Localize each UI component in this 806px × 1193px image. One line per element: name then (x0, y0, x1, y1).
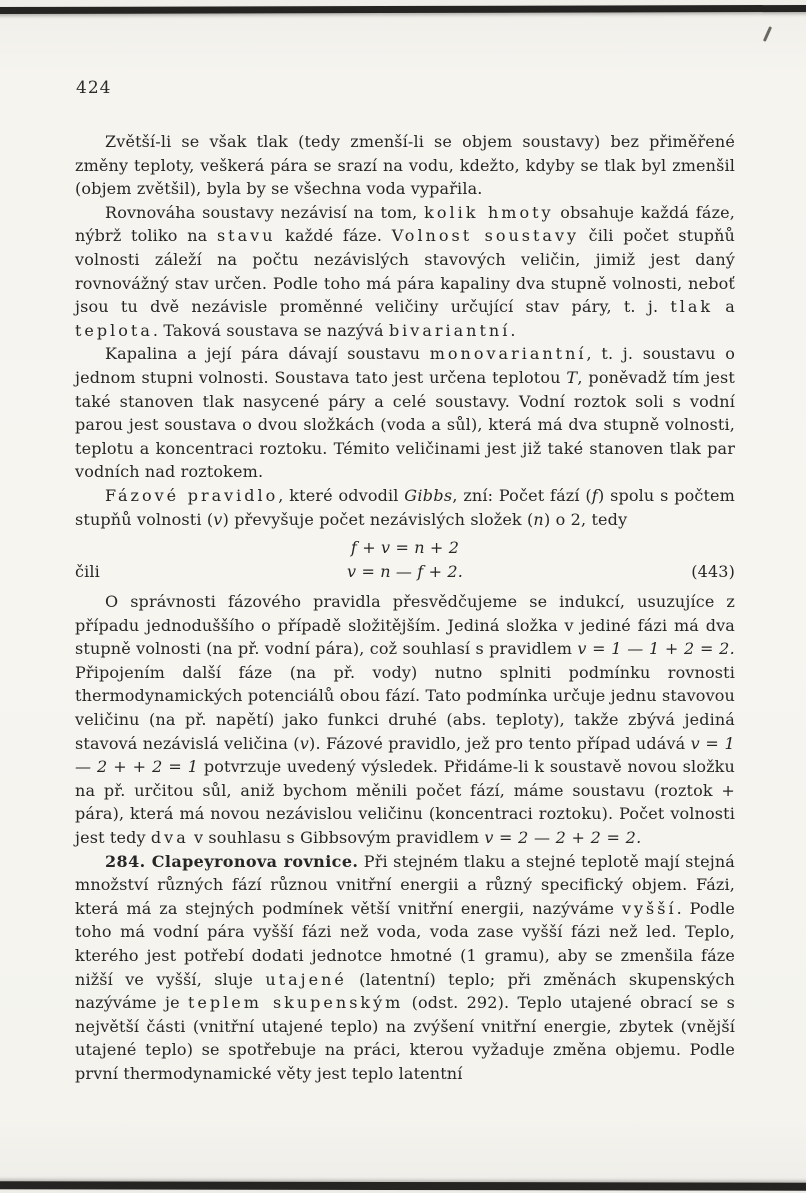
text-segment: n (533, 509, 545, 529)
text-segment: bivariantní (388, 320, 511, 340)
text-segment: v (299, 733, 310, 753)
text-segment: , zní: Počet fází ( (452, 485, 592, 505)
text-segment: Rovnováha soustavy nezávisí na tom, (105, 202, 425, 222)
text-segment: Připojením další fáze (na př. vody) nutno splniti podmínku rovnosti thermodynamických potenciálů obou fází. Tato podmínka určuje jednu stavovou veličinu (na př. napětí) jako funkci druhé (abs. teploty), takže zbývá jediná stavová nezávislá veličina ( (75, 662, 735, 753)
paragraph (75, 850, 735, 1086)
scan-edge-top (0, 5, 806, 14)
paragraph (75, 342, 735, 484)
text-segment: v souhlasu s Gibbsovým pravidlem (188, 828, 485, 848)
text-segment: . Podle toho má vodní pára vyšší fázi než voda, voda zase vyšší fázi než led. Teplo, kterého jest potřebí dodati jednotce hmotné (1 gramu), aby se zmenšila fáze nižší ve vyšší, sluje (75, 898, 735, 989)
text-segment: Fázové pravidlo (105, 485, 279, 505)
text-segment: potvrzuje uvedený výsledek. Přidáme-li k soustavě novou složku na př. určitou sůl, aniž bychom měnili počet fází, máme soustavu (roztok + pára), která má novou nezávislou veličinu (koncentraci roztoku). Počet volnosti jest tedy (75, 757, 735, 848)
text-segment: f (591, 485, 598, 505)
equation-block (75, 536, 735, 584)
text-segment: stavu (216, 226, 276, 246)
equation-line-1: f + v = n + 2 (350, 538, 460, 558)
equation-number: (443) (691, 562, 735, 582)
equation-formula: v = n — f + 2. (347, 562, 463, 582)
text-segment: , které odvodil (278, 485, 405, 505)
scan-mark (763, 26, 772, 42)
paragraph (75, 201, 735, 343)
text-body (75, 130, 735, 1086)
paragraph (75, 484, 735, 531)
text-segment: ). Fázové pravidlo, jež pro tento případ udává (309, 733, 691, 753)
paragraph (75, 130, 735, 201)
text-segment: monovariantní (429, 344, 587, 364)
text-segment: ) převyšuje počet nezávislých složek ( (222, 509, 534, 529)
text-segment: ) o 2, tedy (544, 509, 628, 529)
text-segment: , poněvadž tím jest také stanoven tlak nasycené páry a celé soustavy. Vodní roztok soli s vodní parou jest soustava o dvou složkách (voda a sůl), která má dva stupně volnosti, teplotu a koncentraci roztoku. Témito veličinami jest již také stanoven tlak par vodních nad roztokem. (75, 367, 735, 482)
text-segment: O správnosti fázového pravidla přesvědčujeme se indukcí, usuzujíce z případu jednoduššího o případě složitějším. Jediná složka v jediné fázi má dva stupně volnosti (na př. vodní pára), což souhlasí s pravidlem (75, 592, 735, 659)
text-segment: v = 1 — 1 + 2 = 2. (577, 639, 735, 659)
text-segment: tlak (670, 297, 714, 317)
text-segment: kolik hmoty (424, 202, 554, 222)
text-segment: Volnost soustavy (391, 226, 580, 246)
text-segment: . Taková soustava se nazývá (152, 320, 389, 340)
text-segment: čili počet stupňů volnosti záleží na počtu nezávislých stavových veličin, jimiž jest daný rovnovážný stav určen. Podle toho má pára kapaliny dva stupně volnosti, neboť jsou tu dvě nezávisle proměnné veličiny určující stav páry, t. j. (75, 226, 736, 317)
paragraph (75, 590, 735, 850)
text-segment: obsahuje každá fáze, nýbrž toliko na (75, 202, 736, 246)
text-segment: 284. Clapeyronova rovnice. (105, 851, 359, 871)
equation-lead-word: čili (75, 562, 100, 582)
text-segment: . (510, 320, 516, 340)
text-segment: Kapalina a její pára dávají soustavu (105, 344, 430, 364)
text-segment: (odst. 292). Teplo utajené obrací se s největší části (vnitřní utajené teplo) na zvýšení vnitřní energie, zbytek (vnější utajené teplo) se spotřebuje na práci, kterou vyžaduje změna objemu. Podle první thermodynamické věty jest teplo latentní (75, 993, 736, 1083)
text-segment: Gibbs (404, 485, 453, 505)
text-segment: , t. j. soustavu o jednom stupni volnosti. Soustava tato jest určena teplotou (75, 344, 735, 387)
text-segment: Zvětší-li se však tlak (tedy zmenší-li se objem soustavy) bez přiměřené změny teploty, veškerá pára se srazí na vodu, kdežto, kdyby se tlak byl zmenšil (objem zvětšil), byla by se všechna voda vypařila. (75, 132, 735, 199)
text-segment: teplem skupenským (187, 993, 404, 1013)
text-segment: (latentní) teplo; při změnách skupenských nazýváme je (75, 969, 735, 1013)
text-segment: teplota (75, 320, 153, 340)
text-segment: v (213, 509, 223, 529)
scan-edge-bottom (0, 1181, 806, 1190)
text-segment: dva (150, 828, 189, 848)
text-segment: utajené (265, 969, 347, 989)
text-segment: Při stejném tlaku a stejné teplotě mají stejná množství různých fází různou vnitřní energii a různý specifický objem. Fázi, která má za stejných podmínek větší vnitřní energii, nazýváme (75, 851, 735, 918)
text-segment: T (566, 367, 578, 387)
text-segment: v = 2 — 2 + 2 = 2. (484, 828, 642, 848)
text-segment: v = 1 — 2 + + 2 = 1 (75, 733, 736, 777)
page-number: 424 (76, 78, 112, 98)
text-segment: ) spolu s počtem stupňů volnosti ( (75, 485, 736, 529)
equation-line-2 (75, 560, 735, 584)
text-segment: vyšší (621, 898, 677, 918)
text-segment: každé fáze. (275, 226, 392, 246)
text-segment: a (713, 297, 735, 317)
